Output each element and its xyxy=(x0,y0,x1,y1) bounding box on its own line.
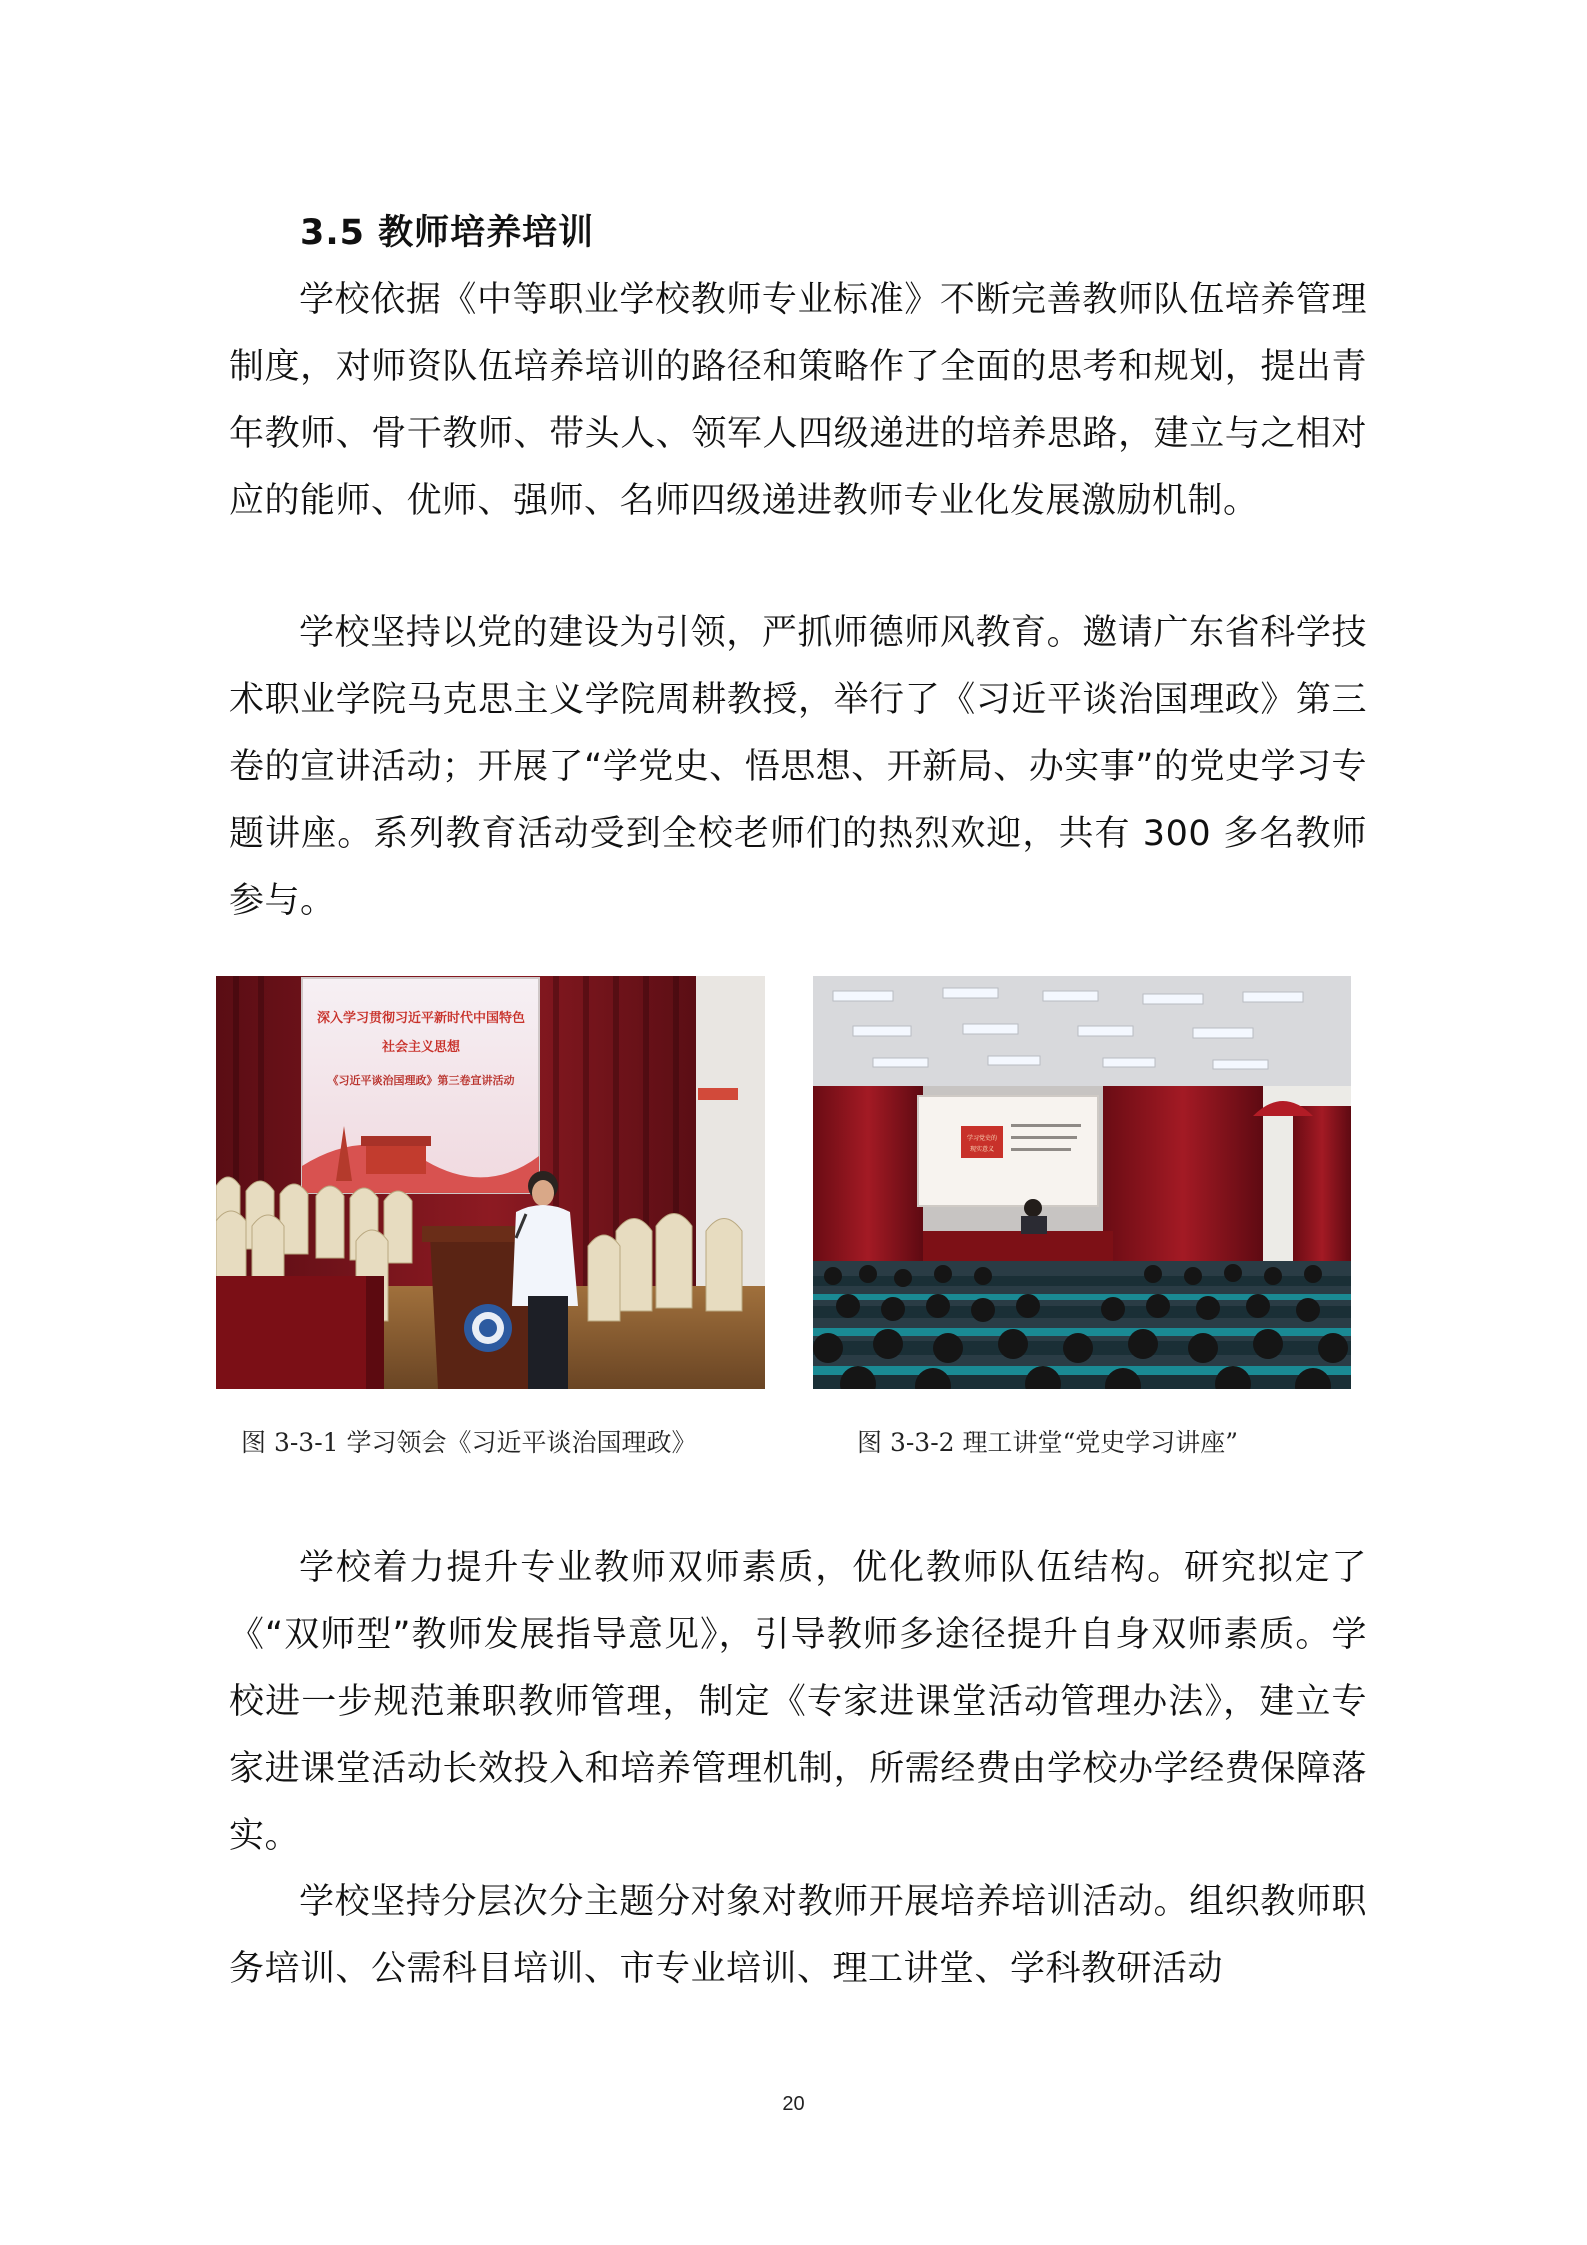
figure-caption-1: 图 3-3-1 学习领会《习近平谈治国理政》 xyxy=(241,1428,697,1457)
section-heading: 3.5 教师培养培训 xyxy=(300,213,595,253)
screen2-line-1: 学习党史的 xyxy=(966,1135,998,1142)
screen2-line-2: 现实意义 xyxy=(969,1146,995,1153)
paragraph-dual-qualified: 学校着力提升专业教师双师素质，优化教师队伍结构。研究拟定了《“双师型”教师发展指导意见》，引导教师多途径提升自身双师素质。学校进一步规范兼职教师管理，制定《专家进课堂活动管理办法》，建立专家进课堂活动长效投入和培养管理机制，所需经费由学校办学经费保障落实。 xyxy=(229,1548,1367,1856)
page-number: 20 xyxy=(782,2093,805,2115)
figure-photo-lecture-hall xyxy=(813,976,1351,1389)
screen-line-1: 深入学习贯彻习近平新时代中国特色 xyxy=(316,1011,526,1026)
paragraph-training-activities: 学校坚持分层次分主题分对象对教师开展培养培训活动。组织教师职务培训、公需科目培训、市专业培训、理工讲堂、学科教研活动 xyxy=(229,1882,1367,1989)
screen-line-2: 社会主义思想 xyxy=(381,1040,461,1055)
screen-line-3: 《习近平谈治国理政》第三卷宣讲活动 xyxy=(327,1074,515,1087)
paragraph-teacher-standards: 学校依据《中等职业学校教师专业标准》不断完善教师队伍培养管理制度，对师资队伍培养培训的路径和策略作了全面的思考和规划，提出青年教师、骨干教师、带头人、领军人四级递进的培养思路，建立与之相对应的能师、优师、强师、名师四级递进教师专业化发展激励机制。 xyxy=(229,280,1367,521)
lecture-photo-illustration xyxy=(216,976,765,1389)
figure-photo-lecture xyxy=(216,976,765,1389)
lecture-hall-illustration xyxy=(813,976,1351,1389)
paragraph-party-building: 学校坚持以党的建设为引领，严抓师德师风教育。邀请广东省科学技术职业学院马克思主义学院周耕教授，举行了《习近平谈治国理政》第三卷的宣讲活动；开展了“学党史、悟思想、开新局、办实事”的党史学习专题讲座。系列教育活动受到全校老师们的热烈欢迎，共有 300 多名教师参与。 xyxy=(229,613,1367,921)
figure-caption-2: 图 3-3-2 理工讲堂“党史学习讲座” xyxy=(857,1428,1239,1457)
